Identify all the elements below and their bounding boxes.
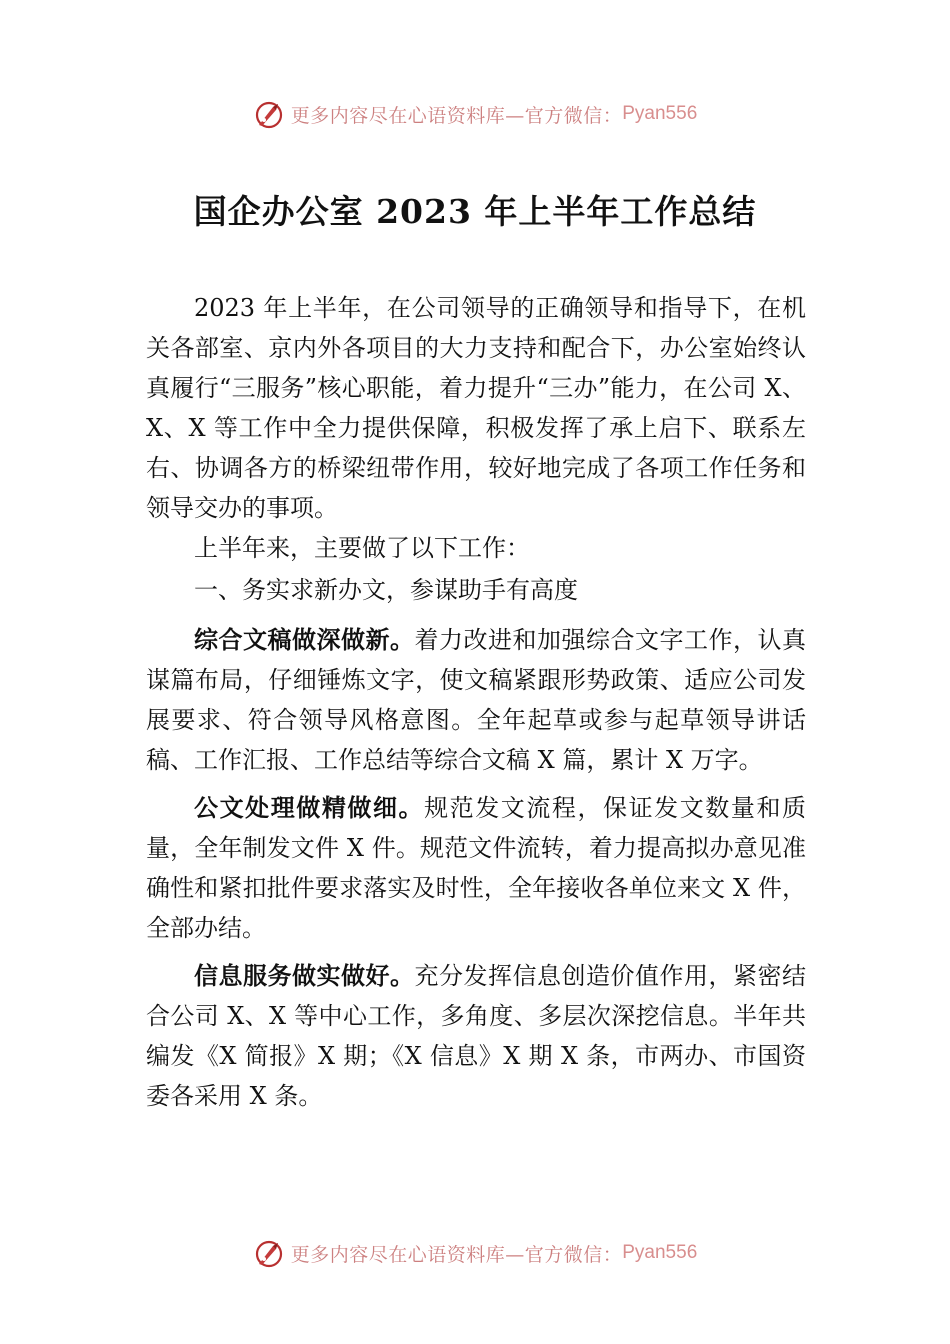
paragraph-text: 充分发挥信息创造价值作用，紧密结合公司 X、X 等中心工作，多角度、多层次深挖信息。半年共编发《X 简报》X 期；《X 信息》X 期 X 条，市两办、市国资委各采用 X 条。 [146, 962, 806, 1110]
footer-banner [0, 1233, 950, 1273]
paragraph-documents [146, 620, 806, 780]
paragraph-lead: 信息服务做实做好。 [194, 962, 415, 990]
header-banner [0, 94, 950, 134]
banner-wechat-id: Pyan556 [622, 103, 698, 124]
paragraph-text: 2023 年上半年，在公司领导的正确领导和指导下，在机关各部室、京内外各项目的大力支持和配合下，办公室始终认真履行“三服务”核心职能，着力提升“三办”能力，在公司 X、X、X 等工作中全力提供保障，积极发挥了承上启下、联系左右、协调各方的桥梁纽带作用，较好地完成了各项工作任务和领导交办的事项。 [146, 294, 806, 522]
pen-logo-icon [253, 1237, 285, 1269]
document-body [146, 288, 806, 1116]
paragraph-intro [146, 288, 806, 528]
paragraph-text: 规范发文流程，保证发文数量和质量，全年制发文件 X 件。规范文件流转，着力提高拟办意见准确性和紧扣批件要求落实及时性，全年接收各单位来文 X 件，全部办结。 [146, 794, 807, 942]
section-heading [146, 570, 806, 610]
document-title: 国企办公室 2023 年上半年工作总结 [193, 192, 757, 231]
paragraph-summary-lead [146, 528, 806, 568]
paragraph-official-docs [146, 788, 806, 948]
banner-text: 更多内容尽在心语资料库—官方微信： [290, 1243, 623, 1266]
banner-wechat-id: Pyan556 [622, 1242, 698, 1263]
paragraph-text: 着力改进和加强综合文字工作，认真谋篇布局，仔细锤炼文字，使文稿紧跟形势政策、适应公司发展要求、符合领导风格意图。全年起草或参与起草领导讲话稿、工作汇报、工作总结等综合文稿 X 篇，累计 X 万字。 [146, 626, 806, 774]
paragraph-lead: 综合文稿做深做新。 [194, 626, 415, 654]
banner-text: 更多内容尽在心语资料库—官方微信： [290, 104, 623, 127]
paragraph-information [146, 956, 806, 1116]
pen-logo-icon [253, 98, 285, 130]
paragraph-text: 上半年来，主要做了以下工作： [194, 534, 530, 562]
paragraph-text: 一、务实求新办文，参谋助手有高度 [194, 576, 578, 604]
paragraph-lead: 公文处理做精做细。 [194, 794, 425, 822]
